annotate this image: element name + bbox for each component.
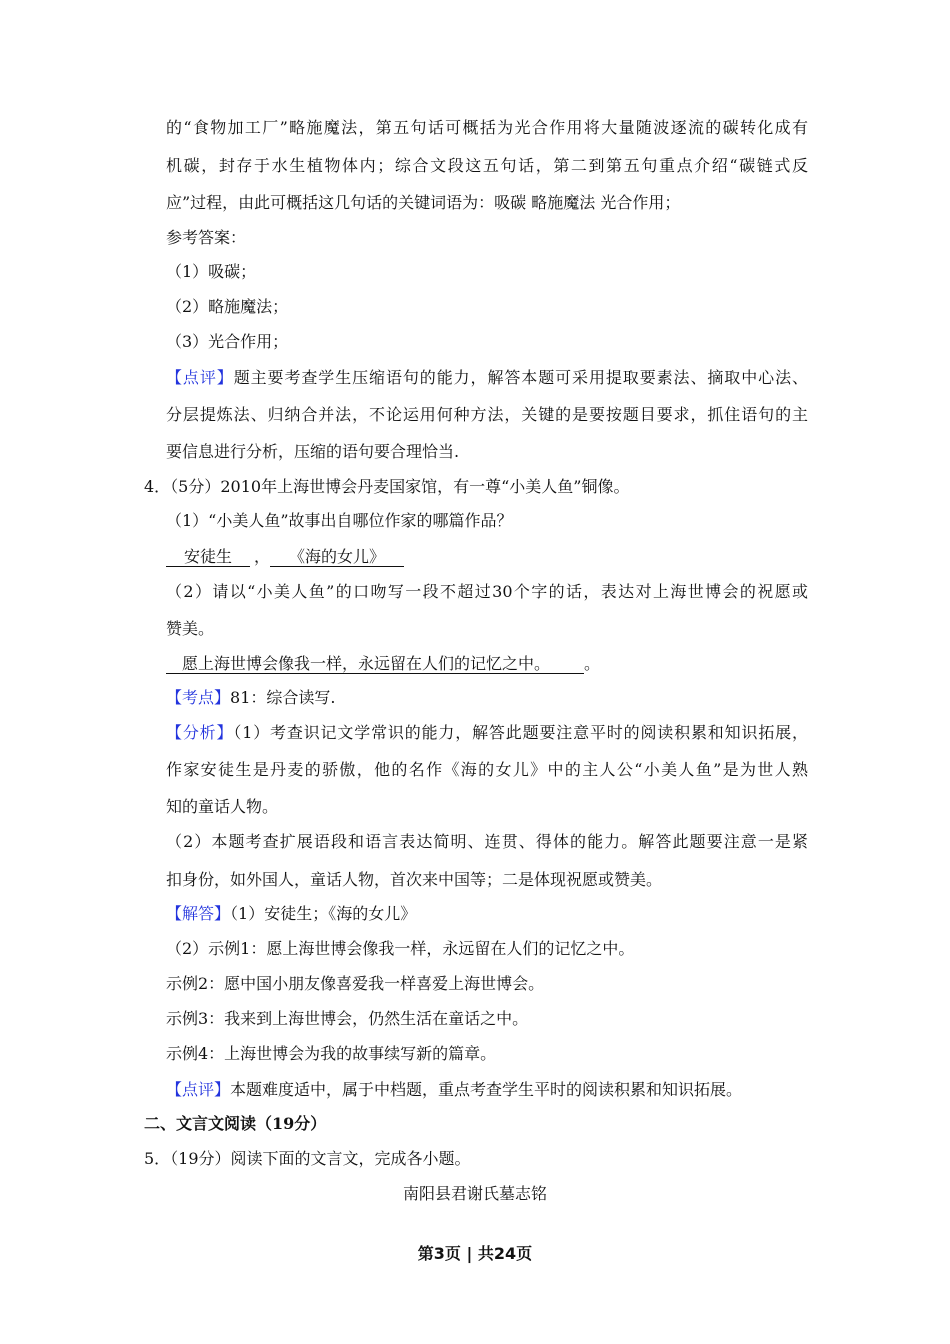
line-text: 5．（19分）阅读下面的文言文，完成各小题。 (144, 1149, 471, 1168)
text-line (166, 511, 808, 531)
answer-tail: 。 (584, 654, 601, 673)
line-text: 本题难度适中，属于中档题，重点考查学生平时的阅读积累和知识拓展。 (230, 1080, 743, 1099)
line-text: 题主要考查学生压缩语句的能力，解答本题可采用提取要素法、摘取中心法、 (233, 368, 808, 387)
question-line (144, 1114, 786, 1134)
line-text: 扣身份，如外国人，童话人物，首次来中国等；二是体现祝愿或赞美。 (166, 870, 663, 889)
text-line (166, 1080, 808, 1100)
line-text: （2）本题考查扩展语段和语言表达简明、连贯、得体的能力。解答此题要注意一是紧 (166, 832, 808, 851)
line-text: 示例2：愿中国小朋友像喜爱我一样喜爱上海世博会。 (166, 974, 545, 993)
line-text: 参考答案： (166, 228, 247, 247)
text-line (166, 619, 808, 639)
text-line (166, 118, 808, 138)
line-text: 机碳，封存于水生植物体内；综合文段这五句话，第二到第五句重点介绍“碳链式反 (166, 156, 808, 175)
text-line (166, 582, 808, 602)
question-line (144, 477, 786, 497)
section-label: 【点评】 (166, 368, 234, 387)
line-text: （2）请以“小美人鱼”的口吻写一段不超过30个字的话，表达对上海世博会的祝愿或 (166, 582, 808, 601)
text-line (166, 688, 808, 708)
section-title (0, 1184, 950, 1204)
text-line (166, 297, 808, 317)
line-text: （1）考查识记文学常识的能力，解答此题要注意平时的阅读积累和知识拓展， (233, 723, 808, 742)
line-text: 二、文言文阅读（19分） (144, 1114, 327, 1133)
line-text: （1）安徒生；《海的女儿》 (230, 904, 417, 923)
text-line (166, 442, 808, 462)
line-text: 要信息进行分析，压缩的语句要合理恰当. (166, 442, 460, 461)
line-text: 示例4：上海世博会为我的故事续写新的篇章。 (166, 1044, 497, 1063)
line-text: 作家安徒生是丹麦的骄傲，他的名作《海的女儿》中的主人公“小美人鱼”是为世人熟 (166, 760, 808, 779)
line-text: （3）光合作用； (166, 332, 289, 351)
answer-blank-work: 《海的女儿》 (270, 548, 404, 567)
line-text: 赞美。 (166, 619, 215, 638)
text-line (166, 156, 808, 176)
text-line (166, 974, 808, 994)
section-label: 【点评】 (166, 1080, 231, 1099)
text-line (166, 405, 808, 425)
line-text: 应”过程，由此可概括这几句话的关键词语为：吸碳 略施魔法 光合作用； (166, 193, 681, 212)
text-line (166, 193, 808, 213)
text-line (166, 654, 808, 674)
text-line (166, 547, 808, 567)
text-line (166, 904, 808, 924)
page-footer: 第3页 | 共24页 (417, 1244, 533, 1263)
text-line (166, 760, 808, 780)
separator: ， (254, 547, 271, 566)
line-text: 南阳县君谢氏墓志铭 (402, 1184, 547, 1203)
line-text: 知的童话人物。 (166, 797, 279, 816)
text-line (166, 939, 808, 959)
answer-blank-author: 安徒生 (166, 548, 250, 567)
text-line (166, 368, 808, 388)
text-line (166, 262, 808, 282)
line-text: 分层提炼法、归纳合并法，不论运用何种方法，关键的是要按题目要求，抓住语句的主 (166, 405, 808, 424)
section-label: 【分析】 (166, 723, 234, 742)
text-line (166, 723, 808, 743)
line-text: （1）“小美人鱼”故事出自哪位作家的哪篇作品？ (166, 511, 513, 530)
answer-blank-sentence: 愿上海世博会像我一样，永远留在人们的记忆之中。 (166, 655, 584, 674)
text-line (166, 1009, 808, 1029)
text-line (166, 1044, 808, 1064)
text-line (166, 870, 808, 890)
text-line (166, 832, 808, 852)
line-text: （1）吸碳； (166, 262, 257, 281)
line-text: （2）示例1：愿上海世博会像我一样，永远留在人们的记忆之中。 (166, 939, 635, 958)
line-text: 的“食物加工厂”略施魔法，第五句话可概括为光合作用将大量随波逐流的碳转化成有 (166, 118, 808, 137)
text-line (166, 332, 808, 352)
section-label: 【考点】 (166, 688, 231, 707)
section-label: 【解答】 (166, 904, 231, 923)
line-text: 4．（5分）2010年上海世博会丹麦国家馆，有一尊“小美人鱼”铜像。 (144, 477, 630, 496)
line-text: （2）略施魔法； (166, 297, 289, 316)
line-text: 示例3：我来到上海世博会，仍然生活在童话之中。 (166, 1009, 529, 1028)
text-line (166, 797, 808, 817)
text-line (166, 228, 808, 248)
line-text: 81：综合读写. (230, 688, 336, 707)
question-line (144, 1149, 786, 1169)
